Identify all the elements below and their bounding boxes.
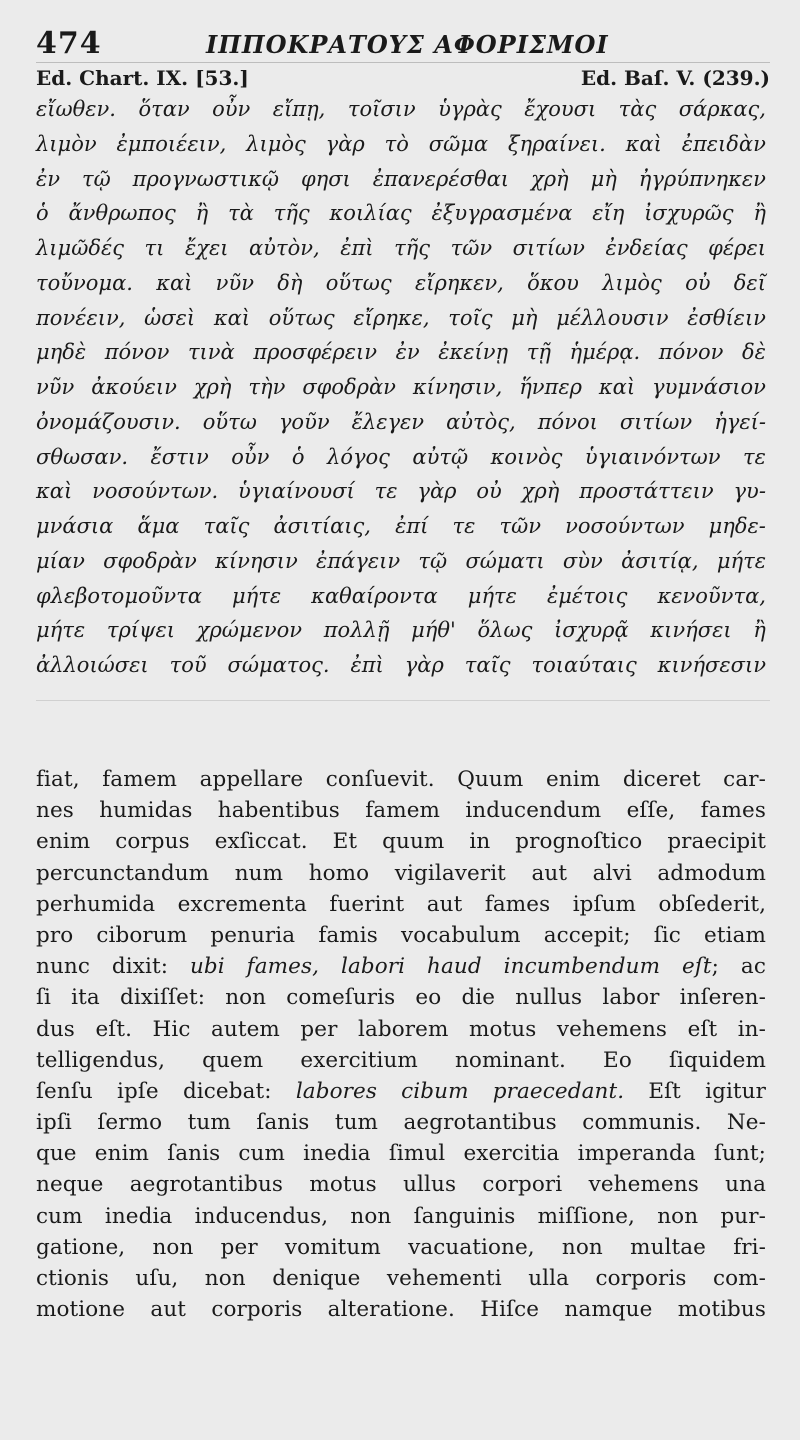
greek-line: ἀλλοιώσει τοῦ σώματος. ἐπὶ γὰρ ταῖς τοιαύταις κινήσεσιν — [36, 653, 766, 677]
page-number: 474 — [36, 26, 102, 61]
greek-line: λιμῶδές τι ἔχει αὐτὸν, ἐπὶ τῆς τῶν σιτίων ἐνδείας φέρει — [36, 236, 766, 260]
latin-line: neque aegrotantibus motus ullus corpori vehemens una — [36, 1172, 766, 1198]
greek-line: τοὔνομα. καὶ νῦν δὴ οὕτως εἴρηκεν, ὅκου λιμὸς οὐ δεῖ — [36, 270, 766, 295]
latin-line: percunctandum num homo vigilaverit aut alvi admodum — [36, 860, 766, 886]
greek-line: εἴωθεν. ὅταν οὖν εἴπῃ, τοῖσιν ὑγρὰς ἔχουσι τὰς σάρκας, — [36, 97, 766, 121]
page-header — [36, 26, 770, 66]
greek-line: ὁ ἄνθρωπος ἢ τὰ τῆς κοιλίας ἐξυγρασμένα εἴη ἰσχυρῶς ἢ — [36, 201, 766, 226]
latin-line: telligendus, quem exercitium nominant. Eo ſiquidem — [36, 1047, 766, 1073]
edition-chart-reference: Ed. Chart. IX. [53.] — [36, 66, 249, 90]
latin-line: ſenſu ipſe dicebat: labores cibum praecedant. Eſt igitur — [36, 1078, 766, 1104]
latin-text-block — [36, 764, 766, 1325]
greek-line: μίαν σφοδρὰν κίνησιν ἐπάγειν τῷ σώματι σὺν ἀσιτίᾳ, μήτε — [36, 548, 766, 573]
greek-line: νῦν ἀκούειν χρὴ τὴν σφοδρὰν κίνησιν, ἥνπερ καὶ γυμνάσιον — [36, 375, 766, 399]
latin-line: enim corpus exſiccat. Et quum in prognoſtico praecipit — [36, 829, 766, 855]
greek-text-block — [36, 92, 766, 683]
latin-line: nunc dixit: ubi fames, labori haud incumbendum eſt; ac — [36, 954, 766, 980]
latin-line: cum inedia inducendus, non ſanguinis miſſione, non pur- — [36, 1203, 766, 1229]
greek-line: καὶ νοσούντων. ὑγιαίνουσί τε γὰρ οὐ χρὴ προστάττειν γυ- — [36, 479, 766, 504]
latin-line: nes humidas habentibus famem inducendum eſſe, fames — [36, 798, 766, 824]
latin-line: que enim ſanis cum inedia ſimul exercitia imperanda ſunt; — [36, 1141, 766, 1167]
greek-line: λιμὸν ἐμποιέειν, λιμὸς γὰρ τὸ σῶμα ξηραίνει. καὶ ἐπειδὰν — [36, 131, 766, 156]
greek-line: μνάσια ἅμα ταῖς ἀσιτίαις, ἐπί τε τῶν νοσούντων μηδε- — [36, 514, 766, 538]
running-title: ΙΠΠΟΚΡΑΤΟΥΣ ΑΦΟΡΙΣΜΟΙ — [206, 30, 609, 59]
greek-line: ἐν τῷ προγνωστικῷ φησι ἐπανερέσθαι χρὴ μὴ ἠγρύπνηκεν — [36, 166, 766, 191]
greek-line: μηδὲ πόνον τινὰ προσφέρειν ἐν ἐκείνῃ τῇ ἡμέρᾳ. πόνον δὲ — [36, 340, 766, 365]
latin-line: ipſi ſermo tum ſanis tum aegrotantibus communis. Ne- — [36, 1110, 766, 1136]
latin-line: pro ciborum penuria famis vocabulum accepit; ſic etiam — [36, 922, 766, 948]
latin-line: fiat, famem appellare conſuevit. Quum enim diceret car- — [36, 767, 766, 792]
greek-line: ὀνομάζουσιν. οὕτω γοῦν ἔλεγεν αὐτὸς, πόνοι σιτίων ἡγεί- — [36, 409, 766, 434]
latin-line: dus eſt. Hic autem per laborem motus vehemens eſt in- — [36, 1016, 766, 1042]
edition-reference-line — [36, 66, 770, 92]
edition-basel-reference: Ed. Baſ. V. (239.) — [580, 66, 770, 90]
greek-line: πονέειν, ὡσεὶ καὶ οὕτως εἴρηκε, τοῖς μὴ μέλλουσιν ἐσθίειν — [36, 305, 766, 330]
latin-line: gatione, non per vomitum vacuatione, non multae fri- — [36, 1234, 766, 1260]
latin-line: motione aut corporis alteratione. Hiſce namque motibus — [36, 1297, 766, 1323]
greek-line: σθωσαν. ἔστιν οὖν ὁ λόγος αὐτῷ κοινὸς ὑγιαινόντων τε — [36, 444, 766, 469]
latin-line: ſi ita dixiſſet: non comeſuris eo die nullus labor inſeren- — [36, 985, 766, 1011]
greek-line: φλεβοτομοῦντα μήτε καθαίροντα μήτε ἐμέτοις κενοῦντα, — [36, 583, 766, 608]
latin-line: perhumida excrementa fuerint aut fames ipſum obſederit, — [36, 891, 766, 917]
latin-line: ctionis uſu, non denique vehementi ulla corporis com- — [36, 1266, 766, 1291]
greek-line: μήτε τρίψει χρώμενον πολλῇ μήθ' ὅλως ἰσχυρᾷ κινήσει ἢ — [36, 618, 766, 643]
section-divider — [36, 700, 770, 701]
header-rule — [36, 62, 770, 63]
